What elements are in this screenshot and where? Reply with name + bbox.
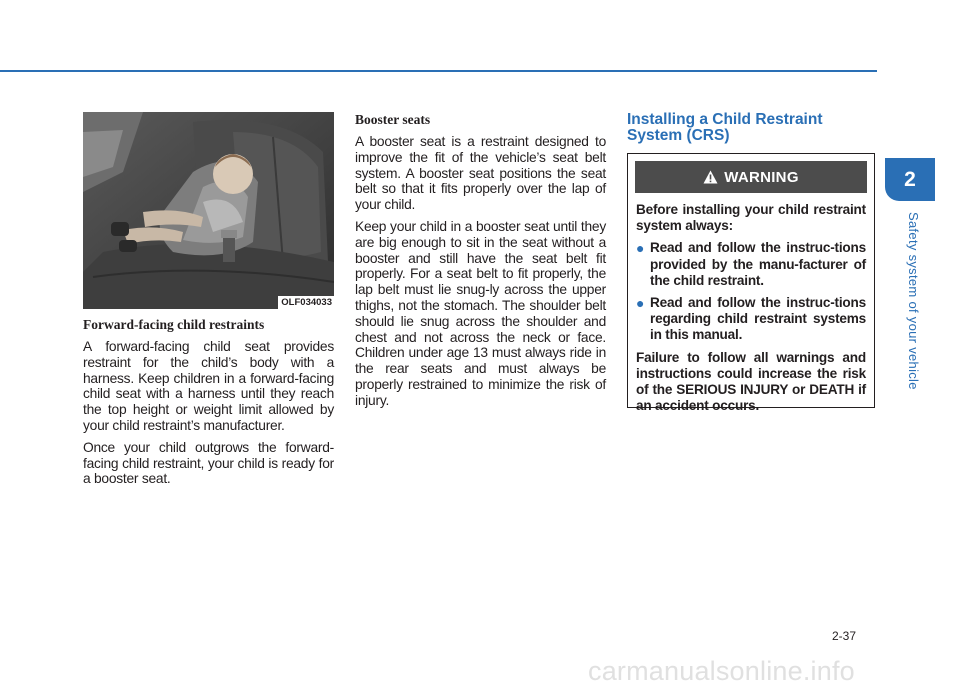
warning-triangle-icon — [703, 170, 718, 184]
bullet-icon: ● — [636, 240, 645, 257]
warning-bullet-text: Read and follow the instruc-tions regarding child restraint systems in this manual. — [650, 295, 866, 343]
warning-intro: Before installing your child restraint system always: — [636, 202, 866, 234]
top-rule — [0, 70, 877, 72]
warning-header — [635, 161, 867, 193]
column-forward-facing — [83, 112, 334, 493]
chapter-tab — [885, 158, 935, 201]
list-item — [636, 295, 866, 344]
page-number: 2-37 — [832, 629, 857, 643]
warning-list — [636, 240, 866, 343]
paragraph: A booster seat is a restraint designed to improve the fit of the vehicle’s seat belt system. A booster seat positions the seat belt so that it fits properly over the lap of your child. — [355, 134, 606, 213]
section-heading-forward-facing: Forward-facing child restraints — [83, 317, 265, 332]
child-seat-illustration — [83, 112, 334, 309]
watermark-text: carmanualsonline.info — [588, 656, 855, 686]
chapter-label: Safety system of your vehicle — [906, 212, 921, 390]
section-heading-installing-crs: Installing a Child Restraint System (CRS) — [627, 111, 823, 144]
column-booster-seats — [355, 112, 606, 415]
paragraph: A forward-facing child seat provides restraint for the child’s body with a harness. Keep children in a forward-facing child seat with a harness until they reach the top height or weight limit allowed by your child restraint’s manufacturer. — [83, 339, 334, 433]
column-installing-crs — [627, 111, 878, 414]
paragraph: Keep your child in a booster seat until they are big enough to sit in the seat without a booster and still have the seat belt fit properly. For a seat belt to fit properly, the lap belt must lie snug-ly across the upper thighs, not the stomach. The shoulder belt should lie snug across the shoulder and chest and not across the neck or face. Children under age 13 must always ride in the rear seats and must always be properly restrained to minimize the risk of injury. — [355, 218, 606, 408]
warning-label: WARNING — [724, 168, 799, 186]
bullet-icon: ● — [636, 295, 645, 312]
warning-outro: Failure to follow all warnings and instructions could increase the risk of the SERIOUS INJURY or DEATH if an accident occurs. — [636, 349, 866, 414]
child-seat-photo — [83, 112, 334, 309]
paragraph: Once your child outgrows the forward-facing child restraint, your child is ready for a booster seat. — [83, 439, 334, 487]
warning-box — [627, 153, 875, 414]
chapter-number: 2 — [904, 167, 916, 191]
warning-bullet-text: Read and follow the instruc-tions provided by the manu-facturer of the child restraint. — [650, 240, 866, 288]
section-heading-booster-seats: Booster seats — [355, 112, 431, 127]
photo-code: OLF034033 — [278, 296, 334, 309]
warning-body — [628, 193, 874, 414]
list-item — [636, 240, 866, 289]
